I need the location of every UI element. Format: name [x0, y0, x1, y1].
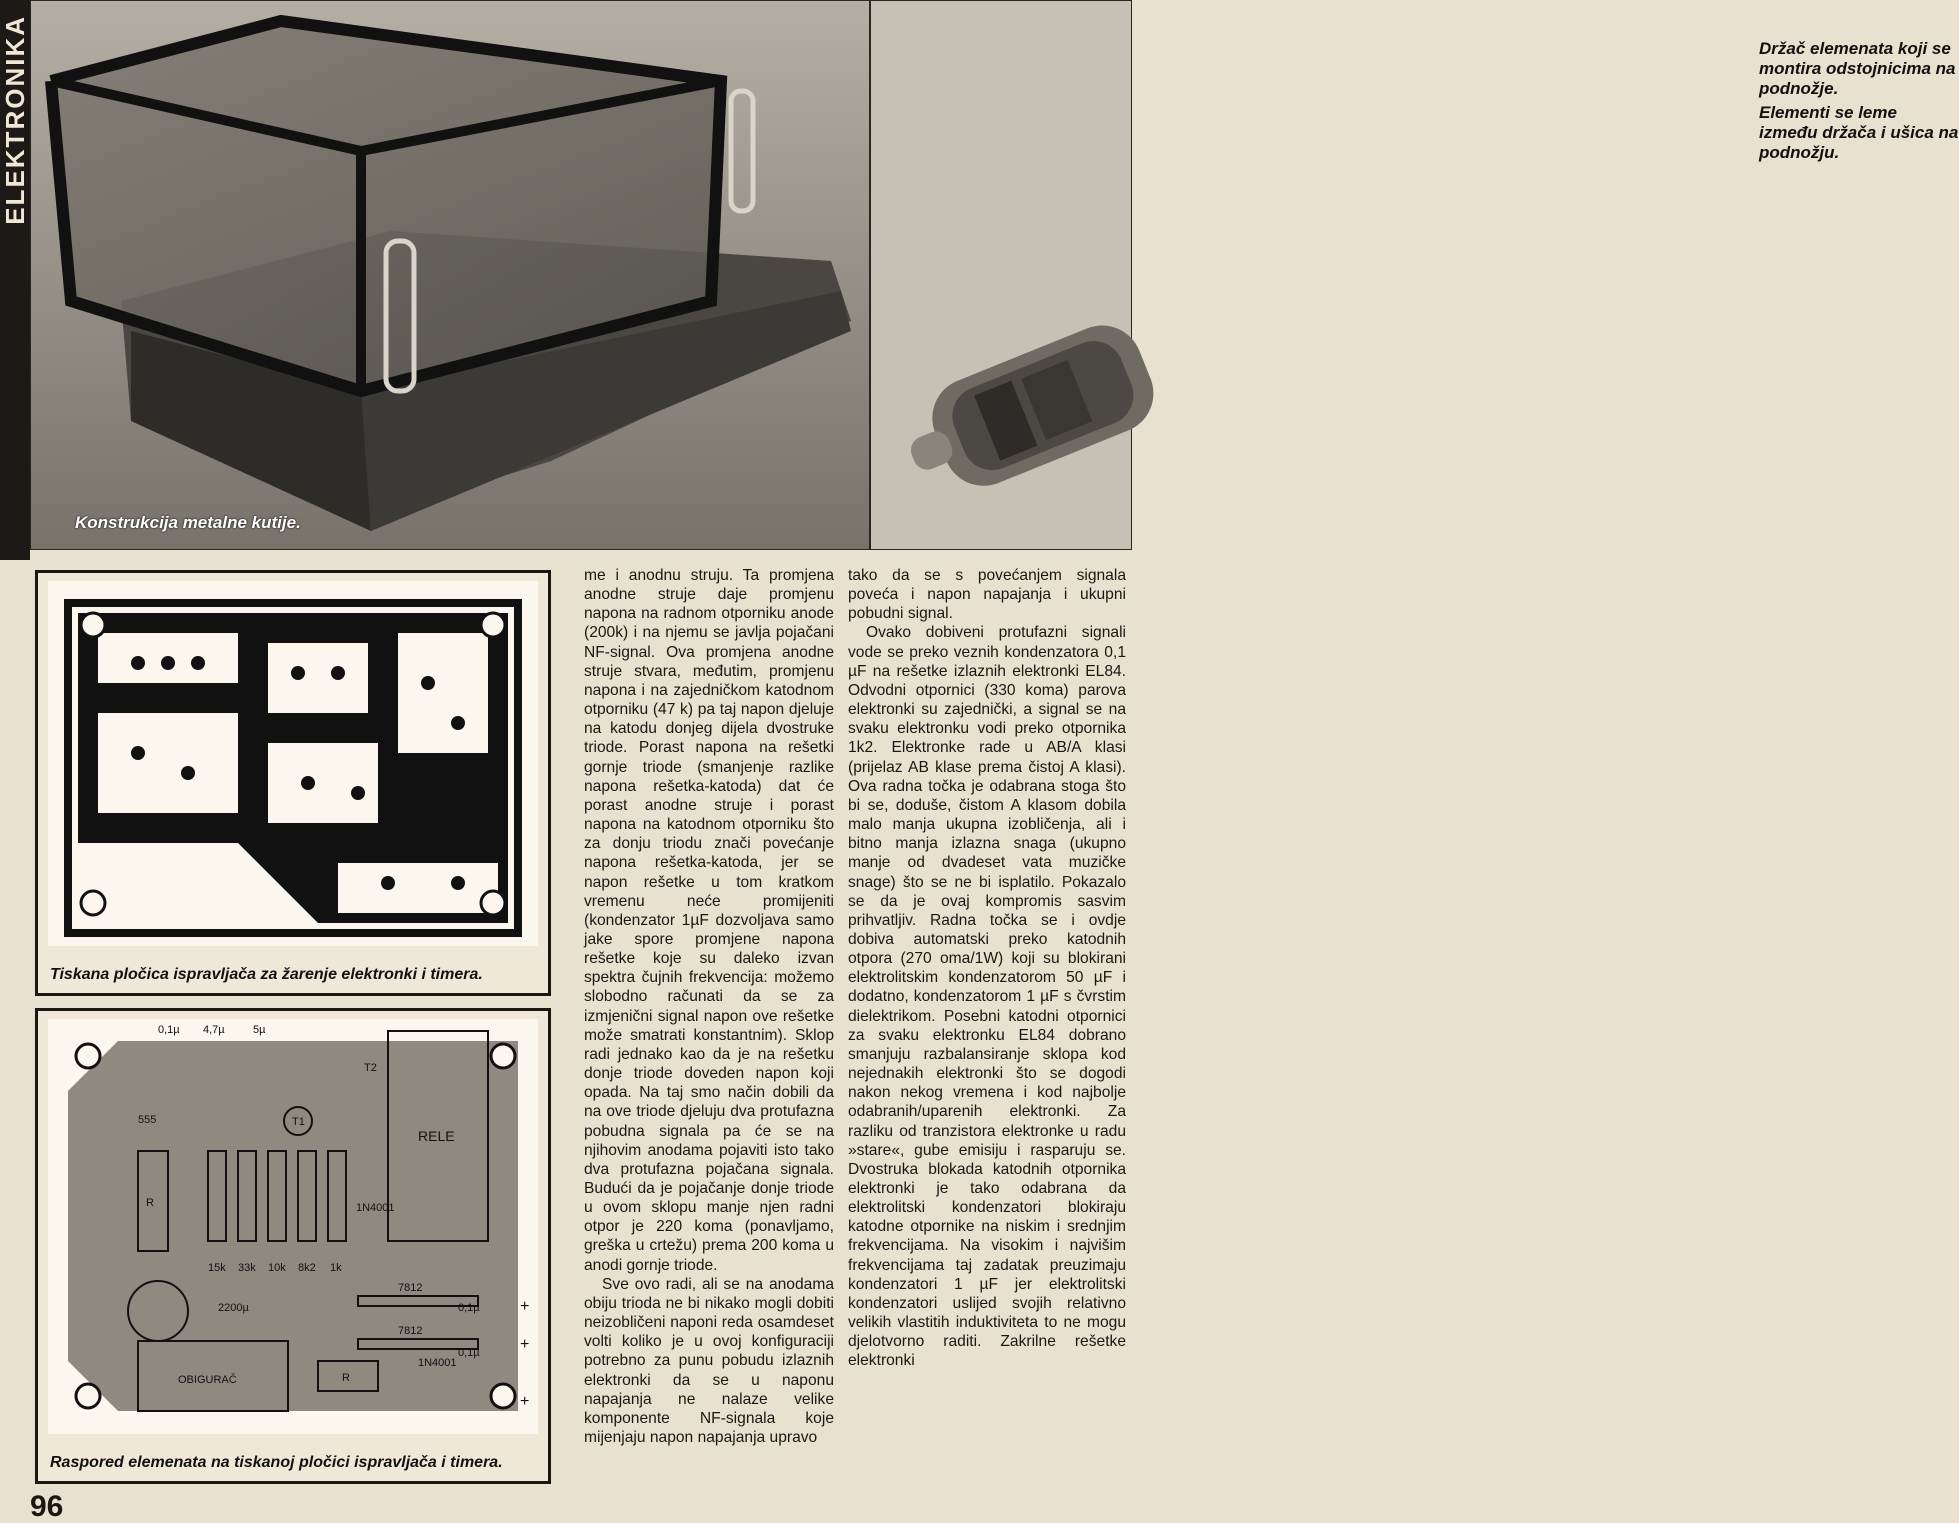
label-plus-1: +: [520, 1298, 530, 1315]
vacuum-tube-caption: [1759, 39, 1959, 167]
pcb-traces-caption: Tiskana pločica ispravljača za žarenje elektronki i timera.: [50, 966, 483, 983]
col1-paragraph-1: me i anodnu struju. Ta promjena anodne struje daje promjenu napona na radnom otporniku anode (200k) i na njemu se javlja pojačani NF-signal. Ova promjena anodne struje stvara, međutim, promjenu napona i na zajedničkom katodnom otporniku (47 k) pa taj napon djeluje na katodu donjeg dijela dvostruke triode. Porast napona na rešetki gornje triode (smanjenje razlike napona rešetka-katoda) dat će porast anodne struje i porast napona na katodnom otporniku što za donju triodu znači povećanje napona rešetka-katoda, jer se napon rešetke u tom kratkom vremenu neće promijeniti (kondenzator 1µF dozvoljava samo jake spore promjene napona rešetke koje su daleko izvan spektra čujnih frekvencija: možemo slobodno računati da se za izmjenični signal napon ove rešetke može smatrati konstantnim). Sklop radi jednako kao da je na rešetku donje triode doveden napon koji opada. Na taj smo način dobili da na ove triode djeluju dva protufazna pobudna signala pa će se na njihovim anodama pojaviti isto tako dva protufazna pojačana signala. Budući da je pojačanje donje triode u ovom sklopu manje njen radni otpor je 220 koma (ponavljamo, greška u crtežu) prema 200 koma u anodi gornje triode.: [584, 567, 834, 1274]
label-c6: 0,1µ: [458, 1347, 480, 1359]
label-r1: 15k: [208, 1262, 226, 1274]
label-ic: 555: [138, 1114, 157, 1126]
label-t2: T2: [364, 1062, 377, 1074]
metal-box-caption: Konstrukcija metalne kutije.: [75, 513, 301, 532]
label-c4: 2200µ: [218, 1302, 249, 1314]
col2-paragraph-1: tako da se s povećanjem signala poveća i napon napajanja i ukupni pobudni signal.: [848, 567, 1126, 623]
label-r6: R: [342, 1372, 350, 1384]
pcb-traces-figure: [35, 570, 551, 996]
component-layout-figure: [35, 1008, 551, 1484]
component-layout-drawing: [38, 1011, 548, 1441]
label-r5: 1k: [330, 1262, 342, 1274]
article-column-2: [848, 566, 1126, 1371]
label-obig: OBIGURAČ: [178, 1374, 237, 1386]
article-column-1: [584, 566, 834, 1447]
tube-caption-line-1: Držač elemenata koji se montira odstojnicima na podnožje.: [1759, 39, 1956, 98]
vacuum-tube-illustration: [871, 1, 1131, 549]
label-r: R: [146, 1197, 154, 1209]
pcb-traces-drawing: [38, 573, 548, 953]
label-r4: 8k2: [298, 1262, 316, 1274]
section-sidebar: [0, 0, 30, 560]
label-reg1: 7812: [398, 1282, 423, 1294]
label-c5: 0,1µ: [458, 1302, 480, 1314]
metal-box-photo: [30, 0, 870, 550]
label-rele: RELE: [418, 1128, 455, 1144]
label-t1: T1: [292, 1116, 305, 1128]
label-plus-2: +: [520, 1336, 530, 1353]
vacuum-tube-photo: [870, 0, 1959, 550]
page-number: 96: [30, 1490, 64, 1523]
label-reg2: 7812: [398, 1325, 423, 1337]
label-d: 1N4001: [356, 1202, 395, 1214]
label-d2: 1N4001: [418, 1357, 457, 1369]
component-layout-caption: Raspored elemenata na tiskanoj pločici ispravljača i timera.: [50, 1454, 503, 1471]
label-plus-3: +: [520, 1393, 530, 1410]
metal-box-illustration: [31, 1, 869, 549]
label-r3: 10k: [268, 1262, 286, 1274]
label-c2: 4,7µ: [203, 1024, 225, 1036]
label-c3: 5µ: [253, 1024, 266, 1036]
col1-paragraph-2: Sve ovo radi, ali se na anodama obiju trioda ne bi nikako mogli dobiti neizobličeni naponi reda osamdeset volti koliko je u ovoj konfiguraciji potrebno za punu pobudu izlaznih elektronki da se u naponu napajanja ne nalaze velike komponente NF-signala koje mijenjaju napon napajanja upravo: [584, 1275, 834, 1447]
label-r2: 33k: [238, 1262, 256, 1274]
section-title: ELEKTRONIKA: [0, 15, 30, 225]
tube-caption-line-2: Elementi se leme između držača i ušica na podnožju.: [1759, 103, 1959, 162]
col2-paragraph-2: Ovako dobiveni protufazni signali vode se preko veznih kondenzatora 0,1 µF na rešetke izlaznih elektronki EL84. Odvodni otpornici (330 koma) parova elektronki su zajednički, a signal se na svaku elektronku vodi preko otpornika 1k2. Elektronke rade u AB/A klasi (prijelaz AB klase prema čistoj A klasi). Ova radna točka je odabrana stoga što bi se, doduše, čistom A klasom dobila malo manja ukupna izobličenja, ali i bitno manja izlazna snaga (ukupno manje od dvadeset vata muzičke snage) što se ne bi isplatilo. Pokazalo se da je ovaj kompromis sasvim prihvatljiv. Radna točka se i ovdje dobiva automatski preko katodnih otpora (270 oma/1W) koji su blokirani elektrolitskim kondenzatorom 50 µF i dodatno, kondenzatorom 1 µF s čvrstim dielektrikom. Posebni katodni otpornici za svaku elektronku EL84 dobrano smanjuju razbalansiranje sklopa kod nejednakih elektronki što se dogodi nakon nekog vremena i kod najbolje odabranih/uparenih elektronki. Za razliku od tranzistora elektronke u radu »stare«, gube emisiju i rasparuju se. Dvostruka blokada katodnih otpornika elektronki je tako odabrana da elektrolitski kondenzatori blokiraju katodne otpornike na niskim i srednjim frekvencijama. Na visokim i najvišim frekvencijama taj zadatak preuzimaju kondenzatori 1 µF jer elektrolitski kondenzatori uslijed svojih relativno velikih vlastitih induktiviteta to ne mogu djelotvorno raditi. Zakrilne rešetke elektronki: [848, 624, 1126, 1370]
label-c1: 0,1µ: [158, 1024, 180, 1036]
